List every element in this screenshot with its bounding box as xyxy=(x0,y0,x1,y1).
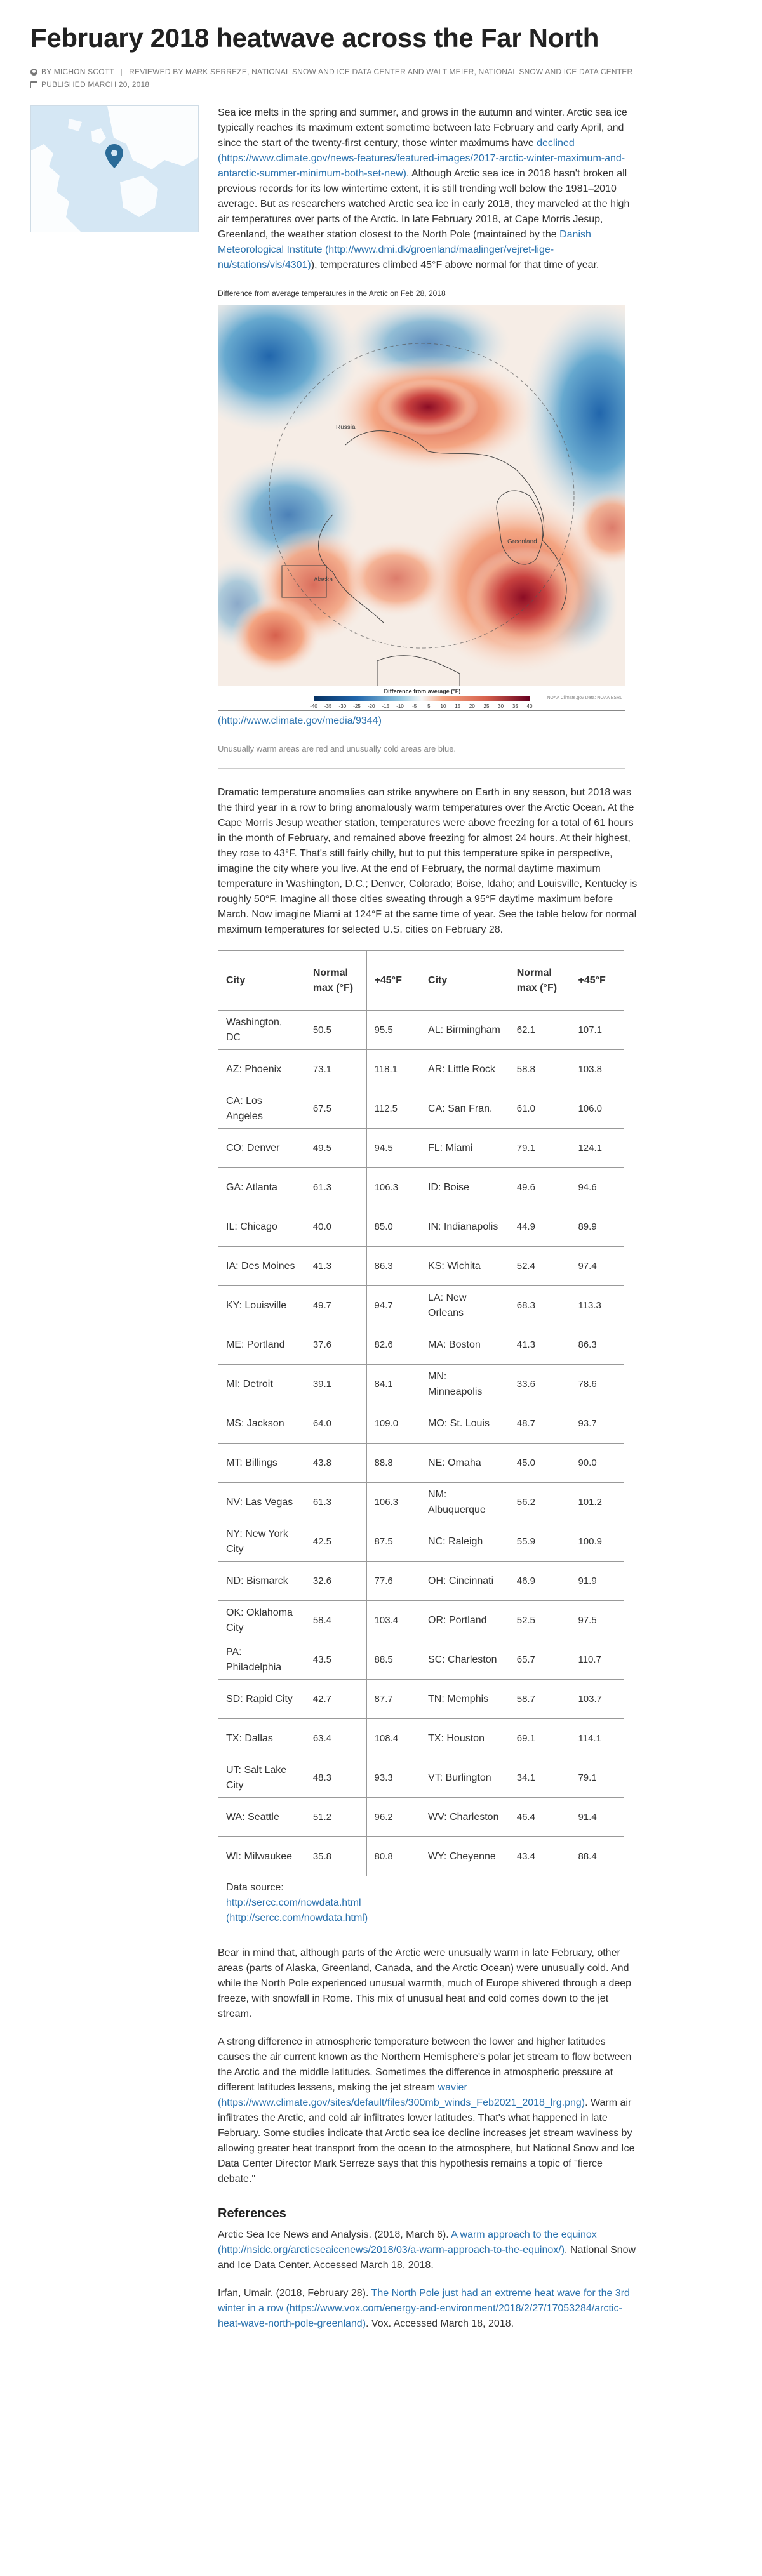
meta-separator: | xyxy=(120,67,123,76)
cell-city: KS: Wichita xyxy=(420,1247,509,1286)
intro-text-c: ), temperatures climbed 45°F above normal for that time of year. xyxy=(311,260,599,270)
location-map-thumbnail xyxy=(30,105,199,232)
table-row xyxy=(218,1404,624,1444)
cell-city: UT: Salt Lake City xyxy=(218,1758,305,1798)
legend-tick-label: 30 xyxy=(498,703,504,709)
cell-normal-max: 64.0 xyxy=(305,1404,366,1444)
page-title: February 2018 heatwave across the Far North xyxy=(30,23,599,53)
cell-plus45: 88.5 xyxy=(366,1640,420,1680)
cell-city: VT: Burlington xyxy=(420,1758,509,1798)
cell-plus45: 109.0 xyxy=(366,1404,420,1444)
cell-normal-max: 48.7 xyxy=(509,1404,570,1444)
cell-city: TX: Houston xyxy=(420,1719,509,1758)
cell-plus45: 101.2 xyxy=(570,1483,624,1522)
cell-city: MN: Minneapolis xyxy=(420,1365,509,1404)
legend-tick-label: -40 xyxy=(310,703,318,709)
cell-normal-max: 39.1 xyxy=(305,1365,366,1404)
legend-tick-label: 35 xyxy=(512,703,518,709)
references-heading: References xyxy=(218,2207,286,2221)
reference-1-text-b: . National Snow and Ice Data Center. Accessed March 18, 2018. xyxy=(218,2245,636,2271)
reference-1-text-a: Arctic Sea Ice News and Analysis. (2018, March 6). xyxy=(218,2229,451,2240)
cell-normal-max: 43.8 xyxy=(305,1444,366,1483)
cell-city: NE: Omaha xyxy=(420,1444,509,1483)
header-city-2: City xyxy=(420,951,509,1011)
legend-tick-label: -15 xyxy=(382,703,390,709)
cell-normal-max: 52.4 xyxy=(509,1247,570,1286)
legend-tick-label: 5 xyxy=(427,703,431,709)
cell-city: AZ: Phoenix xyxy=(218,1050,305,1089)
cell-city: MA: Boston xyxy=(420,1325,509,1365)
cell-normal-max: 37.6 xyxy=(305,1325,366,1365)
figure-title: Difference from average temperatures in the Arctic on Feb 28, 2018 xyxy=(218,289,446,298)
cell-normal-max: 41.3 xyxy=(305,1247,366,1286)
intro-paragraph xyxy=(218,105,638,273)
cell-normal-max: 79.1 xyxy=(509,1129,570,1168)
reference-2-link[interactable]: The North Pole just had an extreme heat wave for the 3rd winter in a row (https://www.vox.com/energy-and-environment/2018/2/27/17053284/arctic-heat-wave-north-pole-greenland) xyxy=(218,2288,630,2329)
cell-city: CA: Los Angeles xyxy=(218,1089,305,1129)
table-row xyxy=(218,1483,624,1522)
cell-city: ID: Boise xyxy=(420,1168,509,1207)
published-date: PUBLISHED MARCH 20, 2018 xyxy=(41,80,150,89)
cell-normal-max: 63.4 xyxy=(305,1719,366,1758)
cell-city: CO: Denver xyxy=(218,1129,305,1168)
table-source-cell xyxy=(218,1876,420,1930)
location-map-graphic xyxy=(31,106,199,232)
cell-normal-max: 43.4 xyxy=(509,1837,570,1876)
reference-2-text-b: . Vox. Accessed March 18, 2018. xyxy=(366,2318,514,2329)
cell-normal-max: 35.8 xyxy=(305,1837,366,1876)
cell-city: AL: Birmingham xyxy=(420,1011,509,1050)
cell-city: KY: Louisville xyxy=(218,1286,305,1325)
cell-normal-max: 61.3 xyxy=(305,1168,366,1207)
cell-plus45: 88.4 xyxy=(570,1837,624,1876)
header-normal-max: Normal max (°F) xyxy=(305,951,366,1011)
reference-item xyxy=(218,2286,638,2332)
cell-city: MS: Jackson xyxy=(218,1404,305,1444)
source-link[interactable]: http://sercc.com/nowdata.html xyxy=(226,1897,361,1908)
cell-normal-max: 42.5 xyxy=(305,1522,366,1562)
cell-normal-max: 48.3 xyxy=(305,1758,366,1798)
table-row xyxy=(218,1601,624,1640)
source-link-url[interactable]: (http://sercc.com/nowdata.html) xyxy=(226,1913,368,1923)
table-row xyxy=(218,1247,624,1286)
cell-normal-max: 73.1 xyxy=(305,1050,366,1089)
intro-text-b: . Although Arctic sea ice in 2018 hasn't broken all previous records for its low wintertime extent, it is still trending well below the 1981–2010 average. But as researchers watched Arctic sea ice in early 2018, they marveled at the high air temperatures over parts of the Arctic. In late February 2018, at Cape Morris Jesup, Greenland, the weather station closest to the North Pole (maintained by the xyxy=(218,168,630,240)
legend-color-bar xyxy=(314,696,530,701)
figure-caption: Unusually warm areas are red and unusually cold areas are blue. xyxy=(218,744,457,754)
cell-plus45: 94.5 xyxy=(366,1129,420,1168)
table-row xyxy=(218,1837,624,1876)
cell-normal-max: 45.0 xyxy=(509,1444,570,1483)
cell-city: NC: Raleigh xyxy=(420,1522,509,1562)
cell-city: WI: Milwaukee xyxy=(218,1837,305,1876)
cell-normal-max: 34.1 xyxy=(509,1758,570,1798)
cell-city: IA: Des Moines xyxy=(218,1247,305,1286)
cell-city: Washington, DC xyxy=(218,1011,305,1050)
calendar-icon xyxy=(30,81,37,88)
cell-plus45: 86.3 xyxy=(366,1247,420,1286)
cell-plus45: 107.1 xyxy=(570,1011,624,1050)
cell-normal-max: 33.6 xyxy=(509,1365,570,1404)
legend-tick-label: 15 xyxy=(455,703,461,709)
divider xyxy=(218,768,625,769)
cell-plus45: 110.7 xyxy=(570,1640,624,1680)
cell-plus45: 79.1 xyxy=(570,1758,624,1798)
header-normal-max-2: Normal max (°F) xyxy=(509,951,570,1011)
cell-normal-max: 58.8 xyxy=(509,1050,570,1089)
table-source-row xyxy=(218,1876,624,1930)
cell-normal-max: 46.4 xyxy=(509,1798,570,1837)
cell-city: MT: Billings xyxy=(218,1444,305,1483)
cell-plus45: 100.9 xyxy=(570,1522,624,1562)
temperature-table xyxy=(218,950,624,1930)
table-row xyxy=(218,1562,624,1601)
map-label-russia: Russia xyxy=(336,424,356,431)
reference-1-link[interactable]: A warm approach to the equinox (http://nsidc.org/arcticseaicenews/2018/03/a-warm-approach-to-the-equinox/) xyxy=(218,2229,597,2255)
table-header-row xyxy=(218,951,624,1011)
cell-plus45: 86.3 xyxy=(570,1325,624,1365)
cell-city: SC: Charleston xyxy=(420,1640,509,1680)
cell-plus45: 80.8 xyxy=(366,1837,420,1876)
cell-plus45: 108.4 xyxy=(366,1719,420,1758)
dmi-link[interactable]: Danish Meteorological Institute (http://www.dmi.dk/groenland/maalinger/vejret-lige-nu/stations/vis/4301) xyxy=(218,229,591,270)
cell-plus45: 106.3 xyxy=(366,1168,420,1207)
cell-plus45: 87.5 xyxy=(366,1522,420,1562)
anomaly-map-graphic xyxy=(218,305,625,711)
legend-tick-label: -25 xyxy=(353,703,361,709)
cell-city: WA: Seattle xyxy=(218,1798,305,1837)
cell-city: TN: Memphis xyxy=(420,1680,509,1719)
cell-city: OR: Portland xyxy=(420,1601,509,1640)
legend-tick-label: 20 xyxy=(469,703,475,709)
table-row xyxy=(218,1798,624,1837)
cell-normal-max: 58.4 xyxy=(305,1601,366,1640)
map-label-greenland: Greenland xyxy=(507,538,537,545)
cell-plus45: 94.6 xyxy=(570,1168,624,1207)
cell-city: IN: Indianapolis xyxy=(420,1207,509,1247)
cell-normal-max: 55.9 xyxy=(509,1522,570,1562)
cell-city: NM: Albuquerque xyxy=(420,1483,509,1522)
byline: BY MICHON SCOTT xyxy=(41,67,114,76)
cell-normal-max: 43.5 xyxy=(305,1640,366,1680)
cell-normal-max: 49.7 xyxy=(305,1286,366,1325)
cell-normal-max: 65.7 xyxy=(509,1640,570,1680)
table-row xyxy=(218,1286,624,1325)
legend-tick-label: -10 xyxy=(396,703,404,709)
cell-city: OH: Cincinnati xyxy=(420,1562,509,1601)
cell-city: CA: San Fran. xyxy=(420,1089,509,1129)
intro-text-a: Sea ice melts in the spring and summer, and grows in the autumn and winter. Arctic sea ice typically reaches its maximum extent sometime between late February and early April, and since the start of the twenty-first century, those winter maximums have xyxy=(218,107,627,149)
cell-normal-max: 49.5 xyxy=(305,1129,366,1168)
cell-city: SD: Rapid City xyxy=(218,1680,305,1719)
anomaly-paragraph: Dramatic temperature anomalies can strike anywhere on Earth in any season, but 2018 was the third year in a row to bring anomalously warm temperatures over the Arctic Ocean. At the Cape Morris Jesup weather station, temperatures were above freezing for a total of 61 hours in the month of February, and remained above freezing for almost 24 hours. At their highest, they rose to 43°F. That's still fairly chilly, but to put this temperature spike in perspective, imagine the city where you live. At the end of February, the normal daytime maximum temperature in Washington, D.C.; Denver, Colorado; Boise, Idaho; and Louisville, Kentucky is roughly 50°F. Imagine all those cities sweating through a 95°F daytime maximum before March. Now imagine Miami at 124°F at the same time of year. See the table below for normal maximum temperatures for selected U.S. cities on February 28. xyxy=(218,787,638,935)
cell-plus45: 112.5 xyxy=(366,1089,420,1129)
table-row xyxy=(218,1522,624,1562)
table-row xyxy=(218,1719,624,1758)
cell-normal-max: 51.2 xyxy=(305,1798,366,1837)
legend-tick-label: 40 xyxy=(526,703,533,709)
reviewed-by: REVIEWED BY MARK SERREZE, NATIONAL SNOW AND ICE DATA CENTER AND WALT MEIER, NATIONAL SNOW AND ICE DATA CENTER xyxy=(129,67,633,76)
jetstream-text-a: A strong difference in atmospheric temperature between the lower and higher latitudes causes the air current known as the Northern Hemisphere's polar jet stream to flow between the Arctic and the middle latitudes. Sometimes the difference in atmospheric pressure at different latitudes lessens, making the jet stream xyxy=(218,2036,632,2093)
cell-normal-max: 62.1 xyxy=(509,1011,570,1050)
table-row xyxy=(218,1011,624,1050)
legend-title: Difference from average (°F) xyxy=(384,688,461,694)
cell-plus45: 77.6 xyxy=(366,1562,420,1601)
cell-city: ME: Portland xyxy=(218,1325,305,1365)
cell-normal-max: 61.0 xyxy=(509,1089,570,1129)
cell-normal-max: 42.7 xyxy=(305,1680,366,1719)
cell-normal-max: 69.1 xyxy=(509,1719,570,1758)
cell-normal-max: 46.9 xyxy=(509,1562,570,1601)
wavier-link[interactable]: wavier (https://www.climate.gov/sites/default/files/300mb_winds_Feb2021_2018_lrg.png) xyxy=(218,2082,585,2108)
jetstream-text-b: . Warm air infiltrates the Arctic, and cold air infiltrates lower latitudes. That's what happened in late February. Some studies indicate that Arctic sea ice decline increases jet stream waviness by allowing greater heat transport from the ocean to the atmosphere, but National Snow and Ice Data Center Director Mark Serreze says that this hypothesis remains a topic of "fierce debate." xyxy=(218,2097,635,2184)
declined-link[interactable]: declined (https://www.climate.gov/news-features/featured-images/2017-arctic-winter-maximum-and-antarctic-summer-minimum-both-set-new) xyxy=(218,138,625,179)
header-city: City xyxy=(218,951,305,1011)
cell-plus45: 106.0 xyxy=(570,1089,624,1129)
cell-plus45: 91.4 xyxy=(570,1798,624,1837)
cell-city: OK: Oklahoma City xyxy=(218,1601,305,1640)
cell-plus45: 85.0 xyxy=(366,1207,420,1247)
jetstream-paragraph xyxy=(218,2035,638,2187)
cell-city: LA: New Orleans xyxy=(420,1286,509,1325)
cell-plus45: 103.8 xyxy=(570,1050,624,1089)
table-row xyxy=(218,1365,624,1404)
cell-city: IL: Chicago xyxy=(218,1207,305,1247)
table-row xyxy=(218,1168,624,1207)
table-row xyxy=(218,1050,624,1089)
figure-media-link[interactable]: (http://www.climate.gov/media/9344) xyxy=(218,715,382,726)
legend-tick-label: 10 xyxy=(440,703,446,709)
cell-plus45: 90.0 xyxy=(570,1444,624,1483)
cell-plus45: 93.3 xyxy=(366,1758,420,1798)
cell-plus45: 97.4 xyxy=(570,1247,624,1286)
cell-plus45: 113.3 xyxy=(570,1286,624,1325)
cell-plus45: 87.7 xyxy=(366,1680,420,1719)
cell-normal-max: 68.3 xyxy=(509,1286,570,1325)
cell-normal-max: 44.9 xyxy=(509,1207,570,1247)
cell-city: GA: Atlanta xyxy=(218,1168,305,1207)
table-row xyxy=(218,1444,624,1483)
cell-plus45: 88.8 xyxy=(366,1444,420,1483)
cell-city: NV: Las Vegas xyxy=(218,1483,305,1522)
cell-city: AR: Little Rock xyxy=(420,1050,509,1089)
table-row xyxy=(218,1129,624,1168)
cell-normal-max: 32.6 xyxy=(305,1562,366,1601)
cell-plus45: 103.4 xyxy=(366,1601,420,1640)
cell-city: MI: Detroit xyxy=(218,1365,305,1404)
table-row xyxy=(218,1758,624,1798)
legend-tick-label: -35 xyxy=(324,703,332,709)
cell-plus45: 89.9 xyxy=(570,1207,624,1247)
table-row xyxy=(218,1680,624,1719)
cell-plus45: 93.7 xyxy=(570,1404,624,1444)
jetstream-intro-paragraph: Bear in mind that, although parts of the Arctic were unusually warm in late February, other areas (parts of Alaska, Greenland, Canada, and the Arctic Ocean) were unusually cold. And while the North Pole experienced unusual warmth, much of Europe shivered through a deep freeze, with snowfall in Rome. This mix of unusual heat and cold comes down to the jet stream. xyxy=(218,1948,632,2019)
cell-plus45: 91.9 xyxy=(570,1562,624,1601)
table-row xyxy=(218,1325,624,1365)
legend-tick-label: 25 xyxy=(483,703,490,709)
cell-city: PA: Philadelphia xyxy=(218,1640,305,1680)
source-label: Data source: xyxy=(226,1882,284,1893)
cell-plus45: 96.2 xyxy=(366,1798,420,1837)
cell-plus45: 97.5 xyxy=(570,1601,624,1640)
map-label-alaska: Alaska xyxy=(314,576,333,583)
cell-normal-max: 52.5 xyxy=(509,1601,570,1640)
legend-tick-label: -20 xyxy=(367,703,375,709)
reference-item xyxy=(218,2227,638,2273)
reference-2-text-a: Irfan, Umair. (2018, February 28). xyxy=(218,2288,371,2299)
cell-city: WV: Charleston xyxy=(420,1798,509,1837)
table-row xyxy=(218,1640,624,1680)
cell-normal-max: 50.5 xyxy=(305,1011,366,1050)
cell-plus45: 82.6 xyxy=(366,1325,420,1365)
cell-plus45: 106.3 xyxy=(366,1483,420,1522)
legend-tick-label: -30 xyxy=(338,703,347,709)
cell-plus45: 94.7 xyxy=(366,1286,420,1325)
cell-plus45: 124.1 xyxy=(570,1129,624,1168)
cell-plus45: 114.1 xyxy=(570,1719,624,1758)
legend-tick-label: -5 xyxy=(412,703,417,709)
cell-normal-max: 61.3 xyxy=(305,1483,366,1522)
cell-plus45: 118.1 xyxy=(366,1050,420,1089)
cell-city: WY: Cheyenne xyxy=(420,1837,509,1876)
table-row xyxy=(218,1207,624,1247)
cell-city: TX: Dallas xyxy=(218,1719,305,1758)
cell-normal-max: 40.0 xyxy=(305,1207,366,1247)
article-body xyxy=(218,105,638,2332)
table-row xyxy=(218,1089,624,1129)
header-plus45: +45°F xyxy=(366,951,420,1011)
cell-city: ND: Bismarck xyxy=(218,1562,305,1601)
temperature-anomaly-map xyxy=(218,305,625,711)
article-meta xyxy=(30,67,732,89)
cell-normal-max: 49.6 xyxy=(509,1168,570,1207)
cell-normal-max: 67.5 xyxy=(305,1089,366,1129)
cell-city: FL: Miami xyxy=(420,1129,509,1168)
user-icon xyxy=(30,69,37,76)
cell-plus45: 78.6 xyxy=(570,1365,624,1404)
cell-plus45: 95.5 xyxy=(366,1011,420,1050)
cell-city: MO: St. Louis xyxy=(420,1404,509,1444)
cell-normal-max: 58.7 xyxy=(509,1680,570,1719)
header-plus45-2: +45°F xyxy=(570,951,624,1011)
cell-normal-max: 41.3 xyxy=(509,1325,570,1365)
cell-normal-max: 56.2 xyxy=(509,1483,570,1522)
cell-plus45: 103.7 xyxy=(570,1680,624,1719)
cell-plus45: 84.1 xyxy=(366,1365,420,1404)
cell-city: NY: New York City xyxy=(218,1522,305,1562)
figure-credit: NOAA Climate.gov Data: NOAA ESRL xyxy=(547,696,622,700)
